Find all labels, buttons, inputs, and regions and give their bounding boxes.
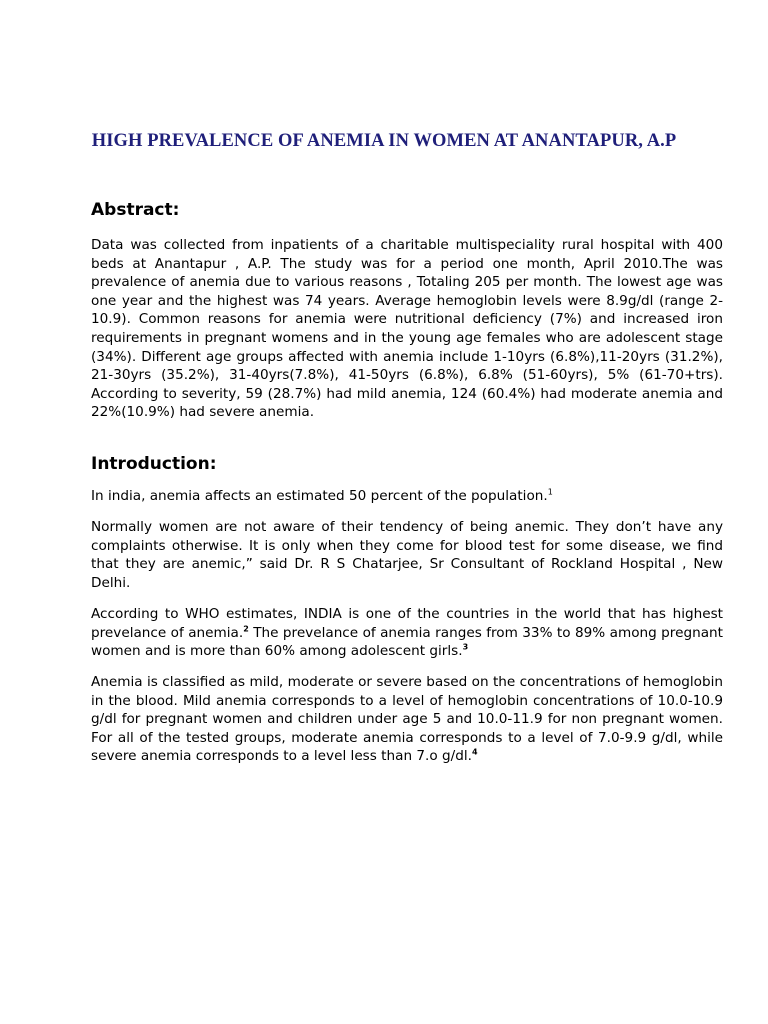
footnote-ref-2: 2 <box>243 624 249 634</box>
intro-paragraph-4-text: Anemia is classified as mild, moderate or severe based on the concentrations of hemoglobin in the blood. Mild anemia corresponds to a level of hemoglobin concentrations of 10.0-10.9 g/dl for pregnant women and children under age 5 and 10.0-11.9 for non pregnant women. For all of the tested groups, moderate anemia corresponds to a level of 7.0-9.9 g/dl, while severe anemia corresponds to a level less than 7.o g/dl. <box>91 674 723 765</box>
introduction-heading: Introduction: <box>91 454 217 474</box>
paper-title: HIGH PREVALENCE OF ANEMIA IN WOMEN AT ANANTAPUR, A.P <box>91 131 677 151</box>
intro-paragraph-3-text-a: According to WHO estimates, INDIA is one of the countries in the world that has highest prevelance of anemia. <box>91 606 723 641</box>
intro-paragraph-2: Normally women are not aware of their tendency of being anemic. They don’t have any complaints otherwise. It is only when they come for blood test for some disease, we find that they are anemic,” said Dr. R S Chatarjee, Sr Consultant of Rockland Hospital , New Delhi. <box>91 519 723 591</box>
footnote-ref-1: 1 <box>547 487 553 497</box>
abstract-heading: Abstract: <box>91 200 180 220</box>
footnote-ref-3: 3 <box>462 642 469 652</box>
intro-paragraph-3 <box>91 605 723 661</box>
intro-paragraph-3-text-b: The prevelance of anemia ranges from 33% to 89% among pregnant women and is more than 60% among adolescent girls. <box>91 624 723 660</box>
intro-paragraph-1-text: In india, anemia affects an estimated 50 percent of the population. <box>91 488 548 504</box>
abstract-text: Data was collected from inpatients of a charitable multispeciality rural hospital with 400 beds at Anantapur , A.P. The study was for a period one month, April 2010.The was prevalence of anemia due to various reasons , Totaling 205 per month. The lowest age was one year and the highest was 74 years. Average hemoglobin levels were 8.9g/dl (range 2-10.9). Common reasons for anemia were nutritional deficiency (7%) and increased iron requirements in pregnant womens and in the young age females who are adolescent stage (34%). Different age groups affected with anemia include 1-10yrs (6.8%),11-20yrs (31.2%), 21-30yrs (35.2%), 31-40yrs(7.8%), 41-50yrs (6.8%), 6.8% (51-60yrs), 5% (61-70+trs). According to severity, 59 (28.7%) had mild anemia, 124 (60.4%) had moderate anemia and 22%(10.9%) had severe anemia. <box>91 237 723 421</box>
intro-paragraph-1 <box>91 487 723 506</box>
footnote-ref-4: 4 <box>471 747 478 757</box>
intro-paragraph-4 <box>91 673 723 766</box>
